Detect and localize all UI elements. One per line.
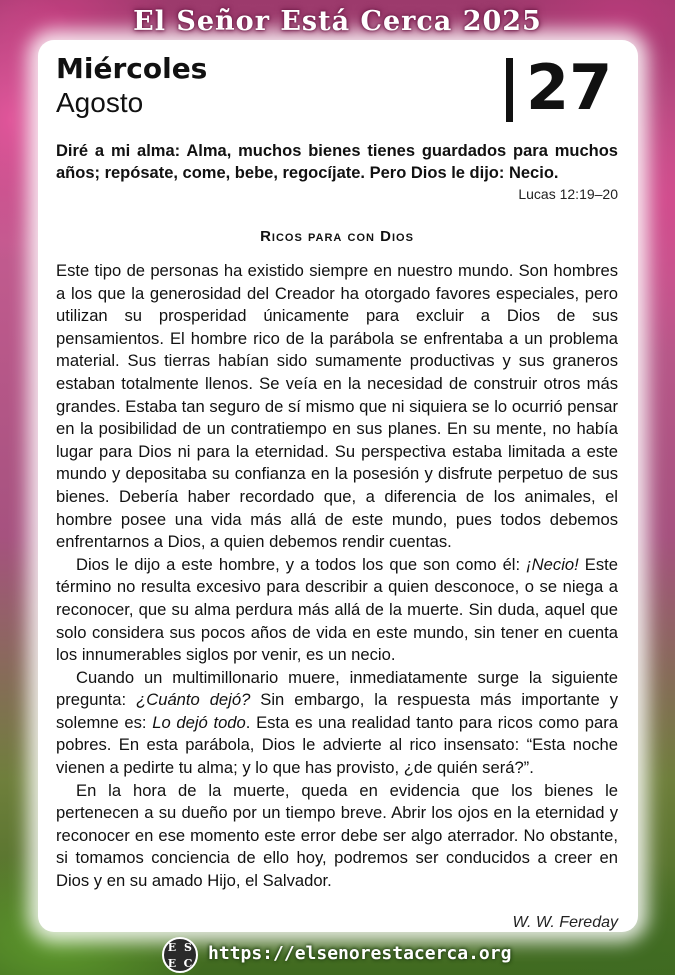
author: W. W. Fereday — [512, 914, 618, 931]
website-link[interactable]: https://elsenorestacerca.org — [208, 943, 512, 964]
paragraph-1: Este tipo de personas ha existido siempre en nuestro mundo. Son hombres a los que la generosidad del Creador ha otorgado favores especiales, pero utilizan su prosperidad únicamente para excluir a Dios de sus pensamientos. El hombre rico de la parábola se enfrentaba a un problema material. Sus tierras habían sido sumamente productivas y sus graneros estaban totalmente llenos. Se veía en la necesidad de construir otros más grandes. Estaba tan seguro de sí mismo que ni siquiera se lo ocurrió pensar en la posibilidad de un contratiempo en sus planes. En su mente, no había lugar para Dios ni para la eternidad. Su perspectiva estaba limitada a este mundo y depositaba su confianza en la posesión y disfrute perpetuo de sus bienes. Debería haber recordado que, a diferencia de los animales, el hombre posee una vida más allá de este mundo, pues todos debemos enfrentarnos a Dios, a quien debemos rendir cuentas. — [56, 261, 618, 552]
verse-text: Diré a mi alma: Alma, muchos bienes tienes guardados para muchos años; repósate, come, bebe, regocíjate. Pero Dios le dijo: Necio. — [56, 142, 618, 182]
publisher-logo: E S E C — [162, 937, 198, 973]
publication-title: El Señor Está Cerca 2025 — [133, 6, 542, 37]
weekday: Miércoles — [56, 52, 208, 85]
verse-reference: Lucas 12:19–20 — [518, 186, 618, 202]
section-title: Ricos para con Dios — [260, 228, 414, 245]
devotional-body — [56, 260, 618, 893]
date-divider — [506, 58, 513, 122]
day-number: 27 — [526, 51, 613, 124]
paragraph-2: Dios le dijo a este hombre, y a todos los que son como él: ¡Necio! Este término no resulta excesivo para describir a quien desconoce, o se niega a reconocer, que su alma perdura más allá de la muerte. Sin duda, aquel que solo considera sus pocos años de vida en este mundo, sin tener en cuenta los innumerables siglos por venir, es un necio. — [56, 554, 618, 665]
paragraph-3: Cuando un multimillonario muere, inmediatamente surge la siguiente pregunta: ¿Cuánto dejó? Sin embargo, la respuesta más importante y solemne es: Lo dejó todo. Esta es una realidad tanto para ricos como para pobres. En esta parábola, Dios le advierte al rico insensato: “Esta noche vienen a pedirte tu alma; y lo que has provisto, ¿de quién será?”. — [56, 667, 618, 778]
month: Agosto — [56, 87, 144, 118]
paragraph-4: En la hora de la muerte, queda en evidencia que los bienes le pertenecen a su dueño por un tiempo breve. Abrir los ojos en la eternidad y reconocer en ese momento este error debe ser algo aterrador. No obstante, si tomamos conciencia de ello hoy, podremos ser conducidos a creer en Dios y en su amado Hijo, el Salvador. — [56, 780, 618, 891]
